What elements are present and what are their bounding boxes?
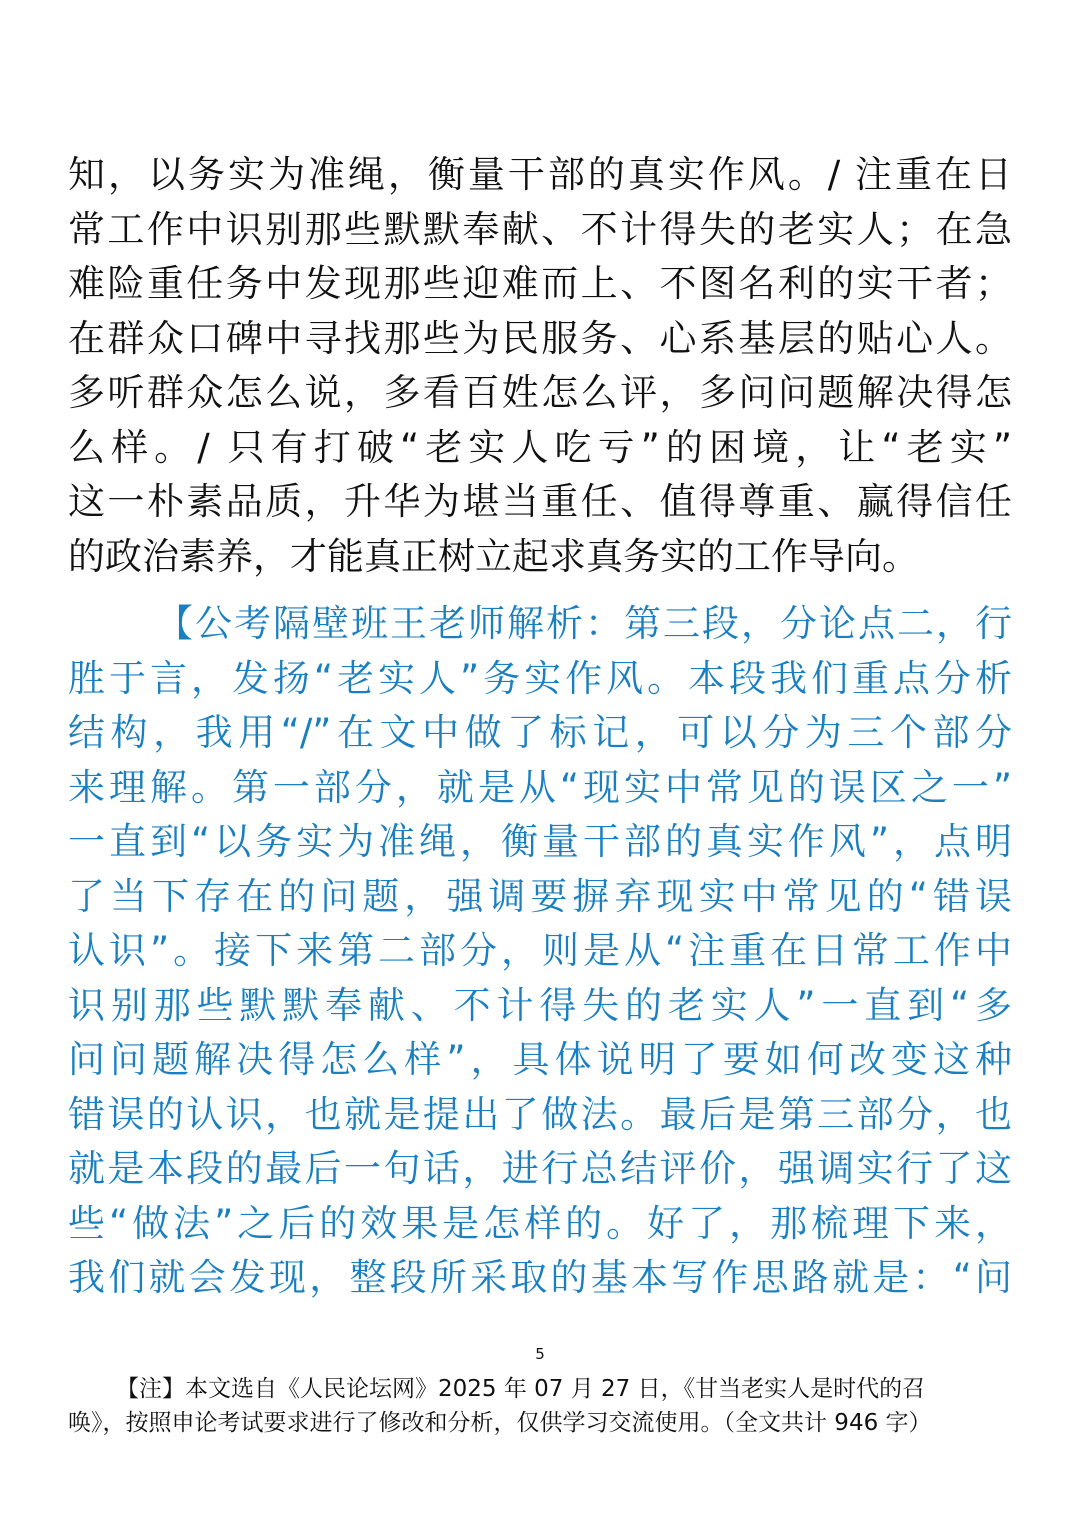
- analysis-line: 识别那些默默奉献、不计得失的老实人”一直到“多: [68, 983, 1012, 1027]
- footnote: [68, 1372, 1012, 1440]
- analysis-line: 错误的认识，也就是提出了做法。最后是第三部分，也: [68, 1092, 1012, 1136]
- footnote-line: 唤》，按照申论考试要求进行了修改和分析，仅供学习交流使用。（全文共计 946 字）: [68, 1410, 932, 1436]
- essay-paragraph: [68, 148, 1012, 584]
- analysis-line: 一直到“以务实为准绳，衡量干部的真实作风”，点明: [68, 820, 1012, 863]
- essay-line: 难险重任务中发现那些迎难而上、不图名利的实干者；: [68, 262, 1012, 305]
- analysis-line: 些“做法”之后的效果是怎样的。好了，那梳理下来，: [68, 1201, 1012, 1245]
- footnote-line: 【注】本文选自《人民论坛网》2025 年 07 月 27 日，《甘当老实人是时代的召: [116, 1376, 926, 1402]
- analysis-line: 我们就会发现，整段所采取的基本写作思路就是：“问: [68, 1256, 1012, 1299]
- essay-line: 的政治素养，才能真正树立起求真务实的工作导向。: [68, 534, 919, 578]
- essay-line: 在群众口碑中寻找那些为民服务、心系基层的贴心人。: [68, 316, 1012, 360]
- analysis-line: 结构，我用“/”在文中做了标记，可以分为三个部分: [68, 711, 1012, 754]
- analysis-line: 【公考隔壁班王老师解析：第三段，分论点二，行: [156, 602, 1012, 645]
- essay-line: 这一朴素品质，升华为堪当重任、值得尊重、赢得信任: [68, 480, 1012, 523]
- page-number: 5: [535, 1345, 545, 1363]
- analysis-line: 问问题解决得怎么样”，具体说明了要如何改变这种: [68, 1038, 1012, 1081]
- analysis-line: 认识”。接下来第二部分，则是从“注重在日常工作中: [68, 929, 1012, 972]
- analysis-line: 了当下存在的问题，强调要摒弃现实中常见的“错误: [68, 874, 1012, 918]
- analysis-line: 就是本段的最后一句话，进行总结评价，强调实行了这: [68, 1147, 1012, 1190]
- essay-line: 知，以务实为准绳，衡量干部的真实作风。/ 注重在日: [68, 153, 1012, 196]
- essay-line: 常工作中识别那些默默奉献、不计得失的老实人；在急: [68, 207, 1012, 251]
- analysis-line: 来理解。第一部分，就是从“现实中常见的误区之一”: [68, 765, 1012, 809]
- analysis-paragraph: [68, 597, 1012, 1306]
- essay-line: 么样。/ 只有打破“老实人吃亏”的困境，让“老实”: [68, 425, 1012, 469]
- analysis-line: 胜于言，发扬“老实人”务实作风。本段我们重点分析: [68, 656, 1012, 700]
- essay-line: 多听群众怎么说，多看百姓怎么评，多问问题解决得怎: [68, 371, 1012, 414]
